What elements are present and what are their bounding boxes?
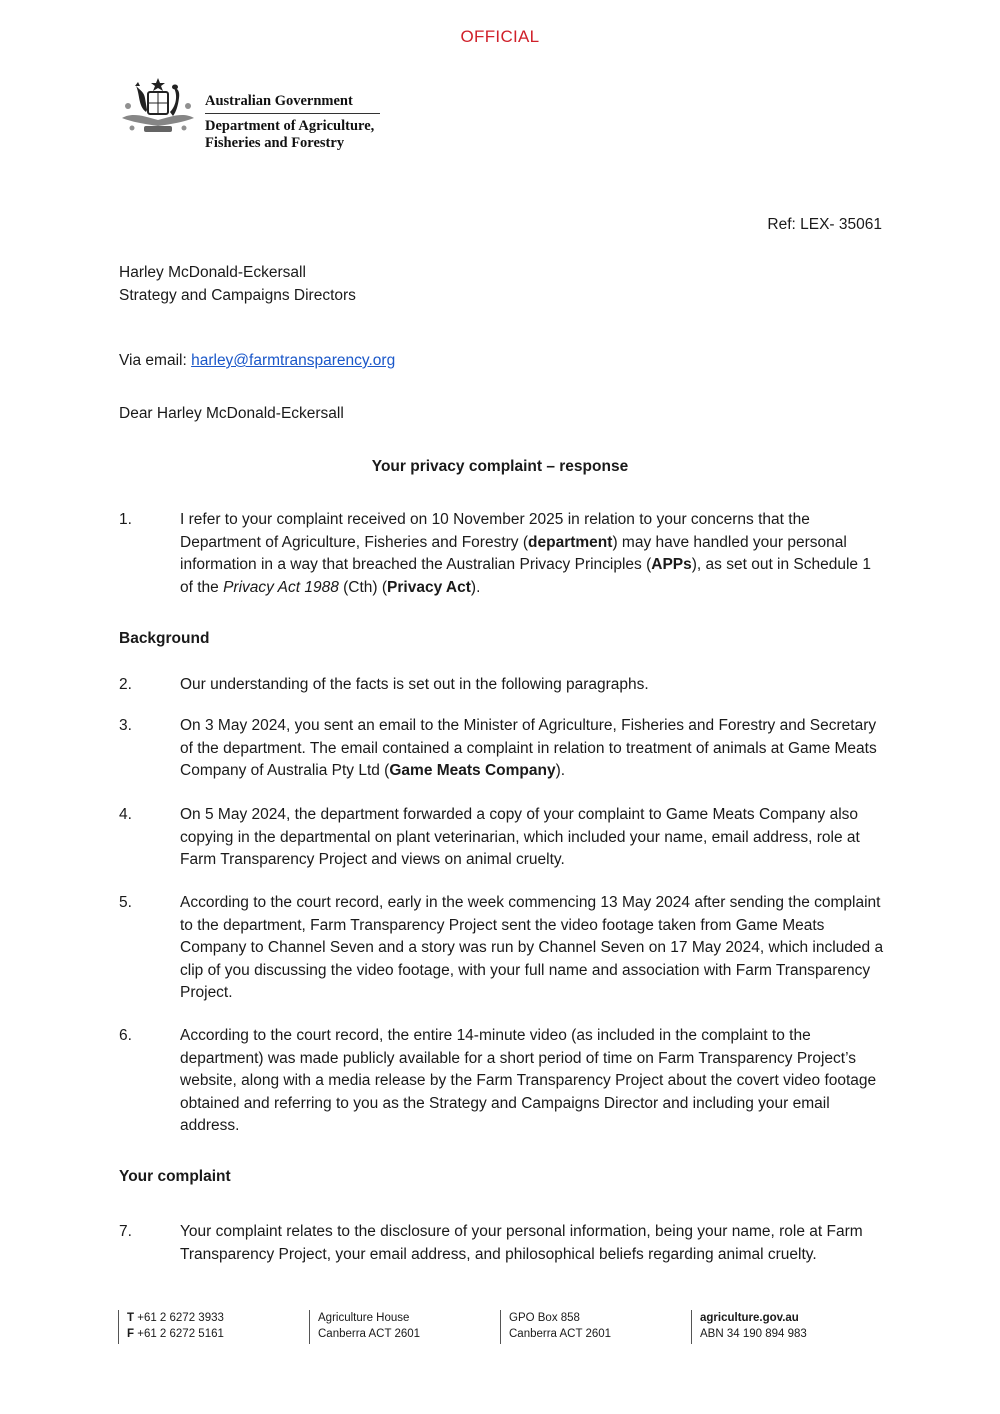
footer-postal-address: GPO Box 858 Canberra ACT 2601	[500, 1310, 611, 1344]
paragraph-number: 7.	[119, 1223, 132, 1240]
paragraph-2	[119, 674, 884, 697]
recipient-name: Harley McDonald-Eckersall	[119, 264, 306, 281]
paragraph-text: According to the court record, early in the week commencing 13 May 2024 after sending the complaint to the department, Farm Transparency Project sent the video footage taken from Game Meats Company to Channel Seven and a story was run by Channel Seven on 17 May 2024, which included a clip of you discussing the video footage, with your full name and association with Farm Transparency Project.	[180, 894, 884, 1001]
paragraph-number: 4.	[119, 806, 132, 823]
recipient-title: Strategy and Campaigns Directors	[119, 287, 356, 304]
paragraph-3	[119, 715, 884, 783]
paragraph-number: 3.	[119, 717, 132, 734]
paragraph-text: According to the court record, the entire 14-minute video (as included in the complaint to the department) was made publicly available for a short period of time on Farm Transparency Project’s website, along with a media release by the Farm Transparency Project about the covert video footage obtained and referring to you as the Strategy and Campaigns Director and including your email address.	[180, 1027, 877, 1134]
department-logo-text	[205, 93, 380, 152]
footer-web	[691, 1310, 807, 1344]
letter-subject: Your privacy complaint – response	[371, 458, 629, 475]
logo-line-department: Department of Agriculture,	[205, 118, 375, 134]
section-heading-your-complaint: Your complaint	[119, 1168, 231, 1185]
paragraph-1	[119, 509, 884, 599]
letter-footer	[118, 1310, 898, 1346]
footer-website[interactable]: agriculture.gov.au	[700, 1312, 799, 1324]
paragraph-number: 1.	[119, 511, 132, 528]
paragraph-text: I refer to your complaint received on 10 November 2025 in relation to your concerns that the Department of Agriculture, Fisheries and Forestry (department) may have handled your personal information in a way that breached the Australian Privacy Principles (APPs), as set out in Schedule 1 of the Privacy Act 1988 (Cth) (Privacy Act).	[180, 511, 871, 596]
paragraph-number: 5.	[119, 894, 132, 911]
paragraph-text: On 5 May 2024, the department forwarded a copy of your complaint to Game Meats Company also copying in the departmental on plant veterinarian, which included your name, email address, role at Farm Transparency Project and views on animal cruelty.	[180, 806, 860, 868]
footer-street-address: Agriculture House Canberra ACT 2601	[309, 1310, 420, 1344]
paragraph-text: Our understanding of the facts is set out in the following paragraphs.	[180, 676, 649, 693]
salutation: Dear Harley McDonald-Eckersall	[119, 405, 344, 422]
logo-line-government: Australian Government	[205, 93, 380, 114]
paragraph-5	[119, 892, 884, 1005]
paragraph-7	[119, 1221, 884, 1266]
paragraph-6	[119, 1025, 884, 1138]
paragraph-number: 2.	[119, 676, 132, 693]
footer-abn: ABN 34 190 894 983	[700, 1328, 807, 1340]
footer-fax: +61 2 6272 5161	[134, 1328, 224, 1340]
paragraph-4	[119, 804, 884, 872]
logo-line-portfolio: Fisheries and Forestry	[205, 135, 345, 151]
section-heading-background: Background	[119, 630, 210, 647]
recipient-email-link[interactable]: harley@farmtransparency.org	[191, 352, 396, 369]
paragraph-number: 6.	[119, 1027, 132, 1044]
paragraph-text: Your complaint relates to the disclosure of your personal information, being your name, role at Farm Transparency Project, your email address, and philosophical beliefs regarding animal cruelty.	[180, 1223, 863, 1263]
paragraph-text: On 3 May 2024, you sent an email to the Minister of Agriculture, Fisheries and Forestry and Secretary of the department. The email contained a complaint in relation to treatment of animals at Game Meats Company of Australia Pty Ltd (Game Meats Company).	[180, 717, 877, 779]
recipient-block	[119, 261, 356, 307]
via-email-label: Via email:	[119, 352, 192, 369]
footer-phone: +61 2 6272 3933	[134, 1312, 224, 1324]
footer-contact: T +61 2 6272 3933 F +61 2 6272 5161	[118, 1310, 224, 1344]
reference-number: Ref: LEX- 35061	[767, 216, 882, 233]
classification-marking: OFFICIAL	[460, 27, 540, 46]
coat-of-arms-icon	[118, 76, 198, 142]
via-email-line	[119, 352, 395, 370]
